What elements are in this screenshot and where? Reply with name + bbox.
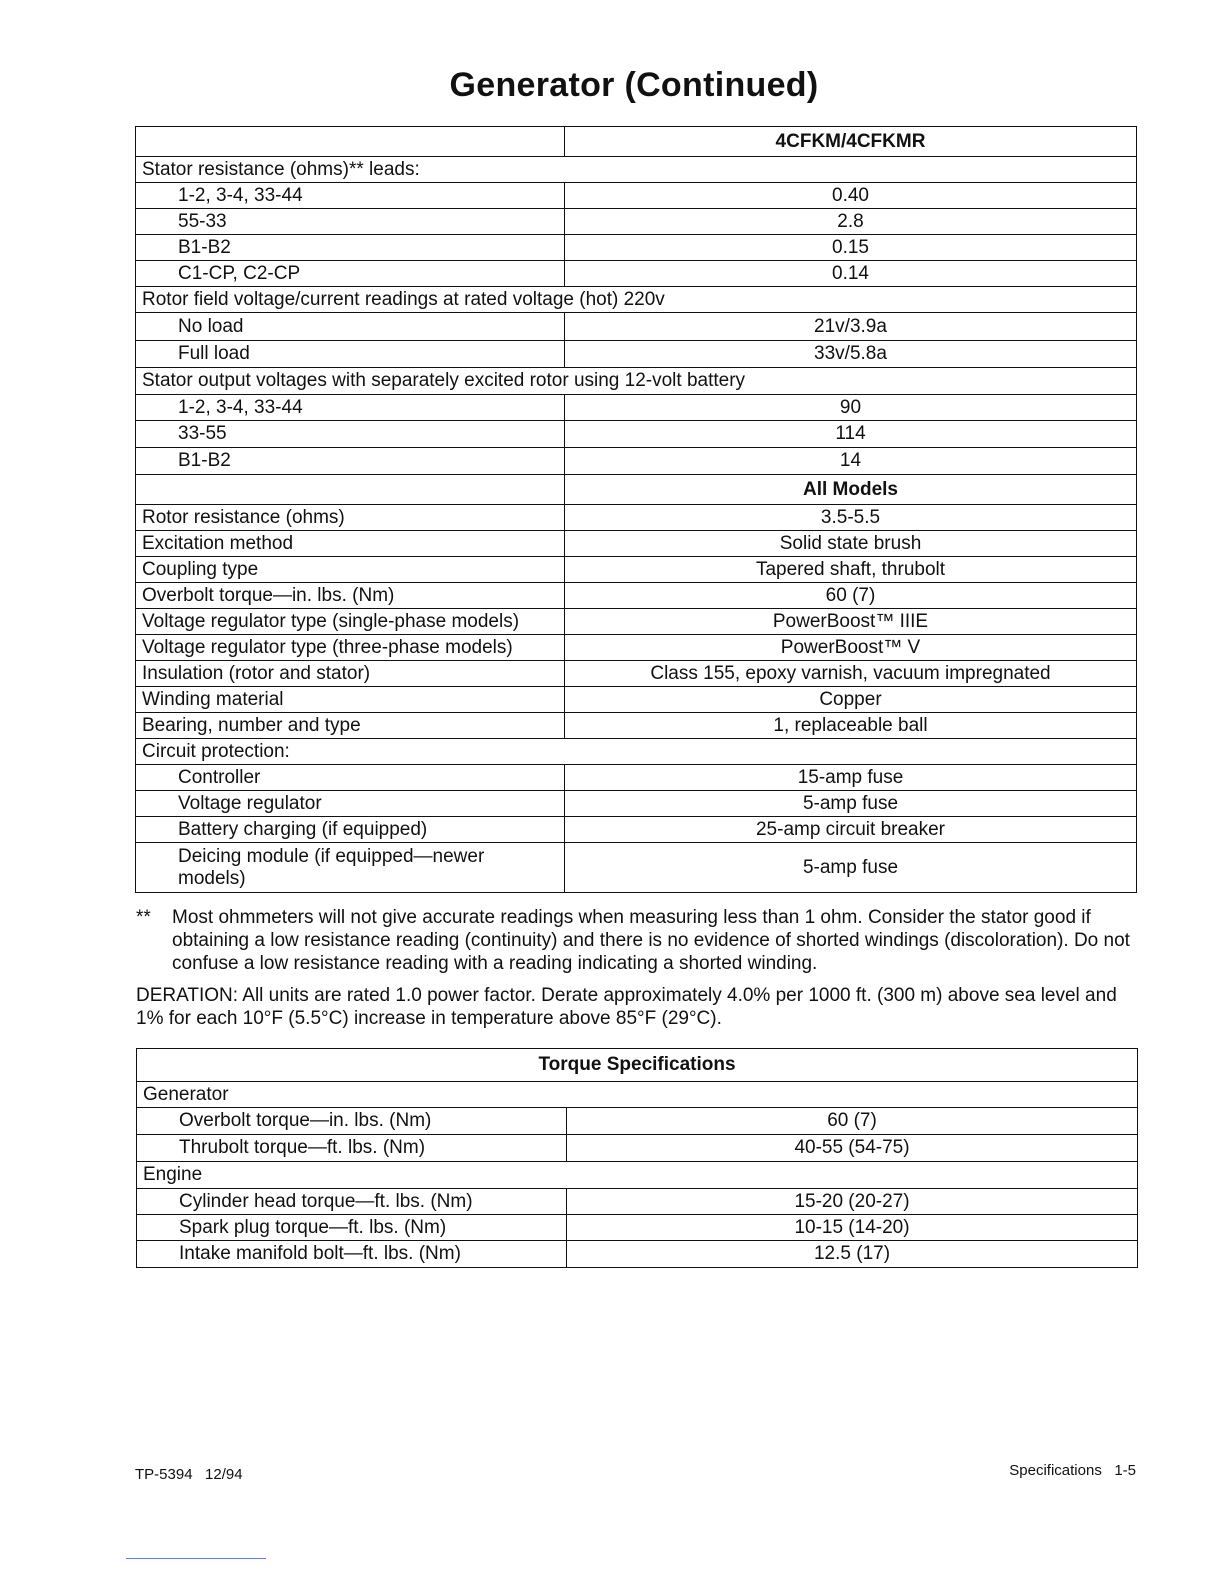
- row-label: Coupling type: [136, 557, 565, 583]
- row-label: Battery charging (if equipped): [136, 817, 565, 843]
- page-title: Generator (Continued): [449, 66, 819, 104]
- row-label: Overbolt torque—in. lbs. (Nm): [136, 583, 565, 609]
- row-label: Winding material: [136, 687, 565, 713]
- table-row: [136, 817, 1137, 843]
- row-value: 0.40: [565, 183, 1137, 209]
- row-value: 2.8: [565, 209, 1137, 235]
- section-row: [136, 739, 1137, 765]
- table-row: [136, 209, 1137, 235]
- engine-section-label: Engine: [137, 1162, 1138, 1189]
- row-label: Voltage regulator: [136, 791, 565, 817]
- row-value: Tapered shaft, thrubolt: [565, 557, 1137, 583]
- deration-note: DERATION: All units are rated 1.0 power factor. Derate approximately 4.0% per 1000 ft. (300 m) above sea level and 1% for each 10°F (5.5°C) increase in temperature above 85°F (29°C).: [136, 985, 1117, 1029]
- row-label: 1-2, 3-4, 33-44: [136, 395, 565, 421]
- torque-spec-table: [136, 1048, 1138, 1268]
- row-value: 15-20 (20-27): [567, 1189, 1138, 1215]
- row-value: 21v/3.9a: [565, 313, 1137, 341]
- row-value: 5-amp fuse: [565, 791, 1137, 817]
- table-row: [136, 448, 1137, 475]
- table-row: [136, 843, 1137, 893]
- row-value: 14: [565, 448, 1137, 475]
- row-label: B1-B2: [136, 448, 565, 475]
- footnote-mark: **: [136, 907, 151, 928]
- row-value: 0.15: [565, 235, 1137, 261]
- table-header-row: [136, 127, 1137, 157]
- table-row: [136, 505, 1137, 531]
- row-label: Deicing module (if equipped—newer models): [136, 843, 565, 893]
- table-row: [137, 1135, 1138, 1162]
- row-label: Voltage regulator type (three-phase models): [136, 635, 565, 661]
- row-label: Bearing, number and type: [136, 713, 565, 739]
- generator-spec-table: [135, 126, 1137, 893]
- table-row: [136, 183, 1137, 209]
- all-models-header: All Models: [565, 475, 1137, 505]
- row-label: Rotor resistance (ohms): [136, 505, 565, 531]
- footnote: [136, 906, 1136, 975]
- section-row: [136, 368, 1137, 395]
- table-row: [136, 583, 1137, 609]
- table-row: [136, 791, 1137, 817]
- table-row: [136, 313, 1137, 341]
- table-row: [137, 1241, 1138, 1268]
- stator-section-label: Stator resistance (ohms)** leads:: [136, 157, 1137, 183]
- row-value: PowerBoost™ IIIE: [565, 609, 1137, 635]
- row-label: Thrubolt torque—ft. lbs. (Nm): [137, 1135, 567, 1162]
- table-row: [136, 341, 1137, 368]
- table-row: [136, 531, 1137, 557]
- table-row: [137, 1215, 1138, 1241]
- row-label: Spark plug torque—ft. lbs. (Nm): [137, 1215, 567, 1241]
- row-value: 33v/5.8a: [565, 341, 1137, 368]
- row-value: 15-amp fuse: [565, 765, 1137, 791]
- row-value: Class 155, epoxy varnish, vacuum impregnated: [565, 661, 1137, 687]
- torque-header: Torque Specifications: [137, 1049, 1138, 1082]
- row-value: 1, replaceable ball: [565, 713, 1137, 739]
- table-row: [137, 1108, 1138, 1135]
- section-row: [136, 157, 1137, 183]
- row-value: 5-amp fuse: [565, 843, 1137, 893]
- row-value: 12.5 (17): [567, 1241, 1138, 1268]
- section-row: [137, 1082, 1138, 1108]
- table-header-row: [136, 475, 1137, 505]
- row-value: 25-amp circuit breaker: [565, 817, 1137, 843]
- row-value: 60 (7): [565, 583, 1137, 609]
- row-value: 3.5-5.5: [565, 505, 1137, 531]
- row-label: Intake manifold bolt—ft. lbs. (Nm): [137, 1241, 567, 1268]
- row-value: 40-55 (54-75): [567, 1135, 1138, 1162]
- blank-header-cell: [136, 127, 565, 157]
- row-label: C1-CP, C2-CP: [136, 261, 565, 287]
- output-section-label: Stator output voltages with separately excited rotor using 12-volt battery: [136, 368, 1137, 395]
- table-row: [136, 687, 1137, 713]
- table-row: [136, 261, 1137, 287]
- footnote-text: Most ohmmeters will not give accurate readings when measuring less than 1 ohm. Consider the stator good if obtaining a low resistance reading (continuity) and there is no evidence of shorted windings (discoloration). Do not confuse a low resistance reading with a reading indicating a shorted winding.: [172, 907, 1130, 974]
- row-label: Voltage regulator type (single-phase models): [136, 609, 565, 635]
- row-value: 10-15 (14-20): [567, 1215, 1138, 1241]
- row-label: Controller: [136, 765, 565, 791]
- section-row: [136, 287, 1137, 313]
- table-row: [136, 609, 1137, 635]
- table-row: [136, 395, 1137, 421]
- row-label: Excitation method: [136, 531, 565, 557]
- rotor-section-label: Rotor field voltage/current readings at rated voltage (hot) 220v: [136, 287, 1137, 313]
- table-row: [136, 235, 1137, 261]
- row-value: PowerBoost™ V: [565, 635, 1137, 661]
- table-row: [136, 421, 1137, 448]
- footer-page-number: Specifications 1-5: [1009, 1462, 1136, 1479]
- table-row: [136, 557, 1137, 583]
- table-header-row: [137, 1049, 1138, 1082]
- row-value: 90: [565, 395, 1137, 421]
- row-value: 60 (7): [567, 1108, 1138, 1135]
- table-row: [136, 713, 1137, 739]
- row-label: Overbolt torque—in. lbs. (Nm): [137, 1108, 567, 1135]
- divider: [126, 1558, 266, 1559]
- row-label: Cylinder head torque—ft. lbs. (Nm): [137, 1189, 567, 1215]
- row-label: Insulation (rotor and stator): [136, 661, 565, 687]
- table-row: [137, 1189, 1138, 1215]
- blank-header-cell: [136, 475, 565, 505]
- row-value: 0.14: [565, 261, 1137, 287]
- row-label: Full load: [136, 341, 565, 368]
- section-row: [137, 1162, 1138, 1189]
- row-label: 1-2, 3-4, 33-44: [136, 183, 565, 209]
- table-row: [136, 635, 1137, 661]
- model-header: 4CFKM/4CFKMR: [565, 127, 1137, 157]
- row-label: B1-B2: [136, 235, 565, 261]
- table-row: [136, 765, 1137, 791]
- row-value: Solid state brush: [565, 531, 1137, 557]
- row-label: 55-33: [136, 209, 565, 235]
- generator-section-label: Generator: [137, 1082, 1138, 1108]
- row-label: No load: [136, 313, 565, 341]
- table-row: [136, 661, 1137, 687]
- row-label: 33-55: [136, 421, 565, 448]
- circuit-section-label: Circuit protection:: [136, 739, 1137, 765]
- footer-doc-id: TP-5394 12/94: [135, 1466, 243, 1483]
- row-value: 114: [565, 421, 1137, 448]
- row-value: Copper: [565, 687, 1137, 713]
